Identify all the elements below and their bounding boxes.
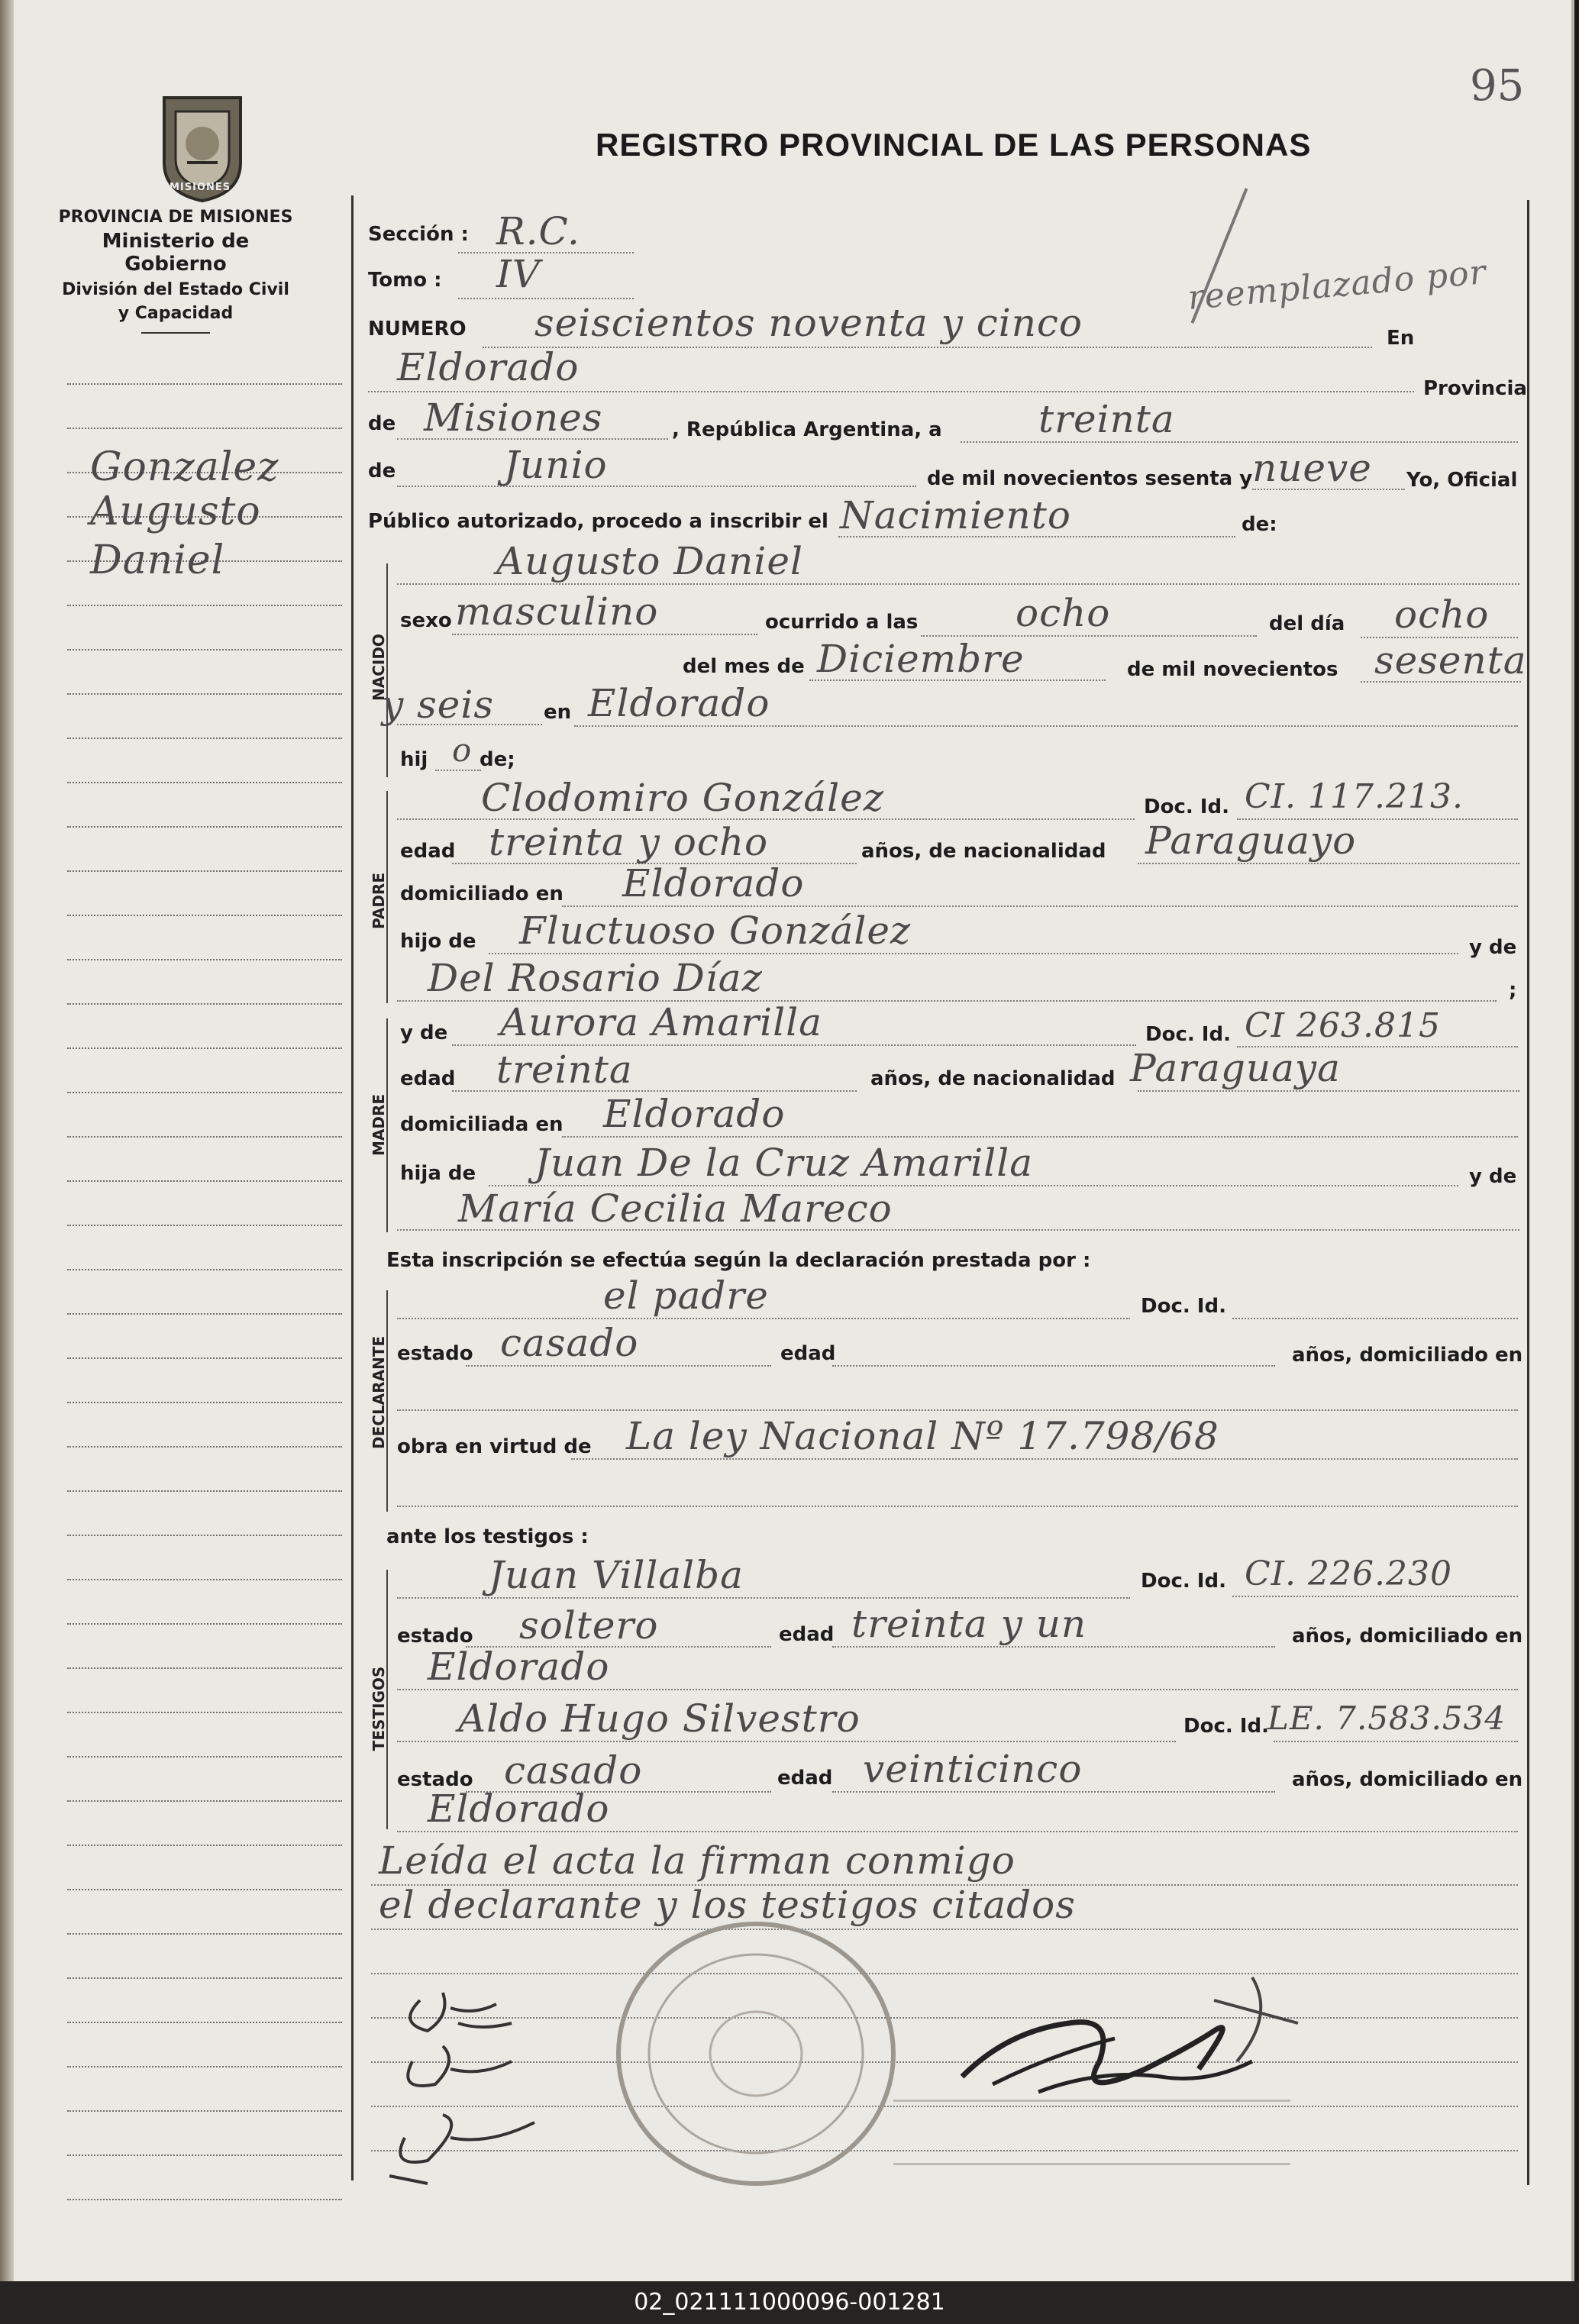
annotation-text: reemplazado por	[1186, 253, 1488, 318]
esta-inscripcion-label: Esta inscripción se efectúa según la declaración prestada por :	[386, 1249, 1091, 1272]
t1-edad-label: edad	[779, 1623, 835, 1646]
t2-estado-label: estado	[397, 1768, 473, 1791]
madre-y-de2-label: y de	[1469, 1165, 1517, 1188]
decl-estado-label: estado	[397, 1342, 473, 1365]
margin-surname: Gonzalez	[90, 444, 279, 490]
right-vertical-rule	[1527, 200, 1529, 2185]
t2-dom-value: Eldorado	[428, 1787, 610, 1831]
del-mes-label: del mes de	[683, 655, 805, 678]
testigos-side-label: TESTIGOS	[370, 1666, 388, 1751]
testigo1-value: Juan Villalba	[489, 1553, 744, 1597]
padre-dom-label: domiciliado en	[400, 883, 563, 905]
de-mes-label: de	[368, 460, 396, 483]
hij-label: hij	[400, 748, 428, 771]
de-colon-label: de:	[1242, 513, 1277, 536]
dia-value: treinta	[1038, 397, 1175, 441]
t2-doc-label: Doc. Id.	[1183, 1715, 1269, 1738]
anio-nac-2-value: y seis	[382, 683, 495, 727]
signature-right-icon	[947, 1954, 1344, 2153]
de-mil-label: de mil novecientos sesenta y	[927, 467, 1253, 490]
mes-nac-value: Diciembre	[817, 637, 1025, 681]
ante-testigos-label: ante los testigos :	[386, 1525, 589, 1548]
madre-nac-label: años, de nacionalidad	[870, 1067, 1116, 1090]
abuelo-p-value: Fluctuoso González	[519, 909, 912, 953]
decl-doc-label: Doc. Id.	[1141, 1295, 1226, 1318]
margin-middle-name: Daniel	[90, 537, 225, 583]
padre-semicolon: ;	[1509, 979, 1517, 1002]
padre-nombre-value: Clodomiro González	[481, 776, 885, 820]
sexo-value: masculino	[455, 589, 659, 634]
t2-edad-value: veinticinco	[863, 1747, 1083, 1791]
madre-dom-label: domiciliada en	[400, 1113, 563, 1136]
page-number: 95	[1470, 61, 1525, 111]
lugar-value: Eldorado	[397, 345, 580, 389]
declarante-value: el padre	[603, 1273, 769, 1318]
padre-edad-label: edad	[400, 840, 456, 863]
t1-doc-value: CI. 226.230	[1245, 1554, 1452, 1593]
ocurrido-label: ocurrido a las	[765, 611, 919, 634]
t1-edad-value: treinta y un	[851, 1602, 1087, 1646]
numero-label: NUMERO	[368, 318, 467, 341]
t2-edad-label: edad	[777, 1767, 833, 1790]
org-province: PROVINCIA DE MISIONES	[58, 208, 293, 227]
padre-dom-value: Eldorado	[622, 861, 805, 905]
nacido-side-label: NACIDO	[370, 634, 388, 701]
org-capacidad: y Capacidad	[118, 304, 234, 323]
provincia-value: Misiones	[424, 395, 603, 440]
sexo-label: sexo	[400, 609, 452, 632]
madre-edad-value: treinta	[496, 1047, 633, 1092]
anio-value: nueve	[1252, 446, 1372, 490]
left-vertical-rule	[351, 195, 354, 2180]
madre-doc-value: CI 263.815	[1245, 1006, 1441, 1045]
t1-doc-label: Doc. Id.	[1141, 1570, 1226, 1593]
page-binding	[0, 0, 14, 2281]
page-title: REGISTRO PROVINCIAL DE LAS PERSONAS	[596, 127, 1312, 163]
lugar-nac-value: Eldorado	[588, 681, 770, 725]
ley-value: La ley Nacional Nº 17.798/68	[626, 1414, 1219, 1458]
padre-nac-label: años, de nacionalidad	[861, 840, 1106, 863]
nombre-value: Augusto Daniel	[496, 539, 803, 583]
margin-first-name: Augusto	[90, 489, 261, 534]
t2-estado-value: casado	[504, 1748, 643, 1793]
de-provincia-label: de	[368, 412, 396, 435]
en-label: En	[1387, 327, 1415, 350]
hora-value: ocho	[1016, 591, 1111, 635]
madre-nombre-value: Aurora Amarilla	[500, 1000, 822, 1044]
yo-oficial-label: Yo, Oficial	[1406, 469, 1518, 492]
publico-label: Público autorizado, procedo a inscribir el	[368, 510, 828, 533]
decl-estado-value: casado	[500, 1321, 639, 1365]
en-nac-label: en	[544, 701, 572, 724]
t2-anos-label: años, domiciliado en	[1292, 1768, 1523, 1791]
t1-dom-value: Eldorado	[428, 1645, 610, 1689]
madre-edad-label: edad	[400, 1067, 456, 1090]
image-id-footer: 02_021111000096-001281	[634, 2289, 945, 2316]
dia-nac-value: ocho	[1394, 592, 1490, 637]
padre-y-de-label: y de	[1469, 936, 1517, 959]
abuela-m-value: María Cecilia Mareco	[458, 1186, 893, 1231]
signature-left-icon	[382, 1970, 580, 2199]
org-ministry: Ministerio de Gobierno	[102, 230, 250, 276]
abuelo-m-value: Juan De la Cruz Amarilla	[534, 1141, 1034, 1185]
hij-value: o	[452, 731, 473, 769]
tomo-label: Tomo :	[368, 269, 442, 292]
madre-dom-value: Eldorado	[603, 1092, 786, 1136]
padre-doc-label: Doc. Id.	[1144, 796, 1229, 818]
hija-de-label: hija de	[400, 1162, 476, 1185]
org-block	[53, 208, 298, 334]
madre-doc-label: Doc. Id.	[1145, 1023, 1231, 1046]
madre-nac-value: Paraguaya	[1130, 1046, 1341, 1090]
numero-value: seiscientos noventa y cinco	[534, 301, 1083, 345]
t2-doc-value: LE. 7.583.534	[1267, 1699, 1506, 1737]
seccion-label: Sección :	[368, 223, 469, 246]
anio-nac-1-value: sesenta	[1374, 638, 1527, 683]
del-dia-label: del día	[1269, 612, 1345, 635]
madre-side-label: MADRE	[370, 1093, 388, 1156]
de-mil2-label: de mil novecientos	[1127, 658, 1338, 681]
t1-estado-label: estado	[397, 1625, 473, 1648]
padre-side-label: PADRE	[370, 873, 388, 929]
abuela-p-value: Del Rosario Díaz	[428, 956, 763, 1000]
padre-edad-value: treinta y ocho	[489, 820, 769, 864]
seal-label: MISIONES	[170, 182, 231, 193]
hijo-de-label: hijo de	[400, 930, 476, 953]
padre-nac-value: Paraguayo	[1145, 818, 1357, 863]
padre-doc-value: CI. 117.213.	[1245, 777, 1464, 816]
cierre-line-2: el declarante y los testigos citados	[379, 1883, 1076, 1927]
hij-de-label: de;	[480, 748, 515, 771]
t1-anos-label: años, domiciliado en	[1292, 1625, 1523, 1648]
madre-y-de-label: y de	[400, 1022, 448, 1044]
provincia-label: Provincia	[1423, 377, 1527, 400]
official-stamp-icon	[596, 1909, 916, 2199]
declarante-side-label: DECLARANTE	[370, 1335, 388, 1449]
decl-anos-label: años, domiciliado en	[1292, 1344, 1523, 1367]
testigo2-value: Aldo Hugo Silvestro	[458, 1696, 861, 1741]
seccion-value: R.C.	[496, 209, 580, 253]
acto-value: Nacimiento	[840, 493, 1071, 537]
org-division: División del Estado Civil	[62, 280, 289, 299]
decl-edad-label: edad	[780, 1342, 836, 1365]
obra-label: obra en virtud de	[397, 1435, 592, 1458]
mes-value: Junio	[504, 443, 608, 487]
cierre-line-1: Leída el acta la firman conmigo	[379, 1838, 1016, 1883]
republica-label: , República Argentina, a	[672, 418, 942, 441]
tomo-value: IV	[496, 252, 541, 296]
t1-estado-value: soltero	[519, 1603, 659, 1648]
